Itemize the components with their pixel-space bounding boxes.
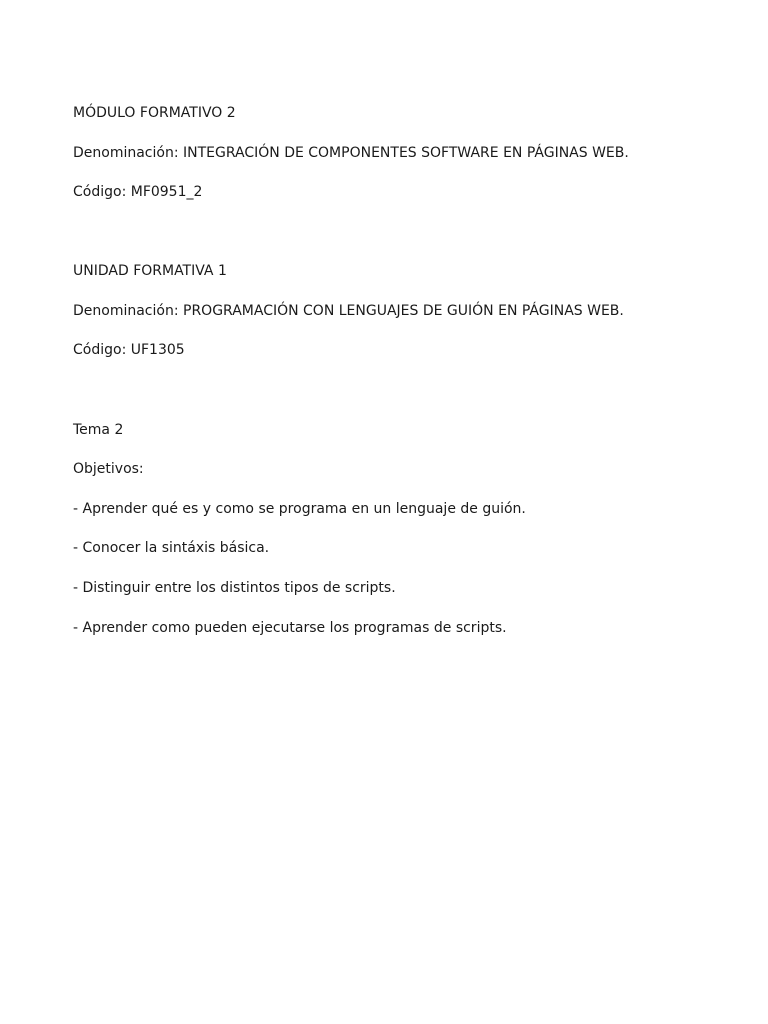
- objectives-label: Objetivos:: [73, 461, 144, 478]
- module-heading: MÓDULO FORMATIVO 2: [73, 105, 236, 121]
- document-body: [73, 103, 713, 657]
- objective-item: - Aprender qué es y como se programa en un lenguaje de guión.: [73, 500, 526, 517]
- unit-denomination: Denominación: PROGRAMACIÓN CON LENGUAJES DE GUIÓN EN PÁGINAS WEB.: [73, 302, 624, 319]
- section-spacer: [73, 222, 713, 262]
- objective-item: - Distinguir entre los distintos tipos de scripts.: [73, 579, 396, 596]
- objective-item: - Aprender como pueden ejecutarse los programas de scripts.: [73, 619, 507, 636]
- unit-code: Código: UF1305: [73, 342, 185, 359]
- module-denomination: Denominación: INTEGRACIÓN DE COMPONENTES SOFTWARE EN PÁGINAS WEB.: [73, 144, 629, 161]
- objective-item: - Conocer la sintáxis básica.: [73, 540, 270, 557]
- unit-heading: UNIDAD FORMATIVA 1: [73, 263, 227, 280]
- section-spacer: [73, 380, 713, 420]
- topic-heading: Tema 2: [73, 421, 124, 438]
- module-code: Código: MF0951_2: [73, 184, 203, 201]
